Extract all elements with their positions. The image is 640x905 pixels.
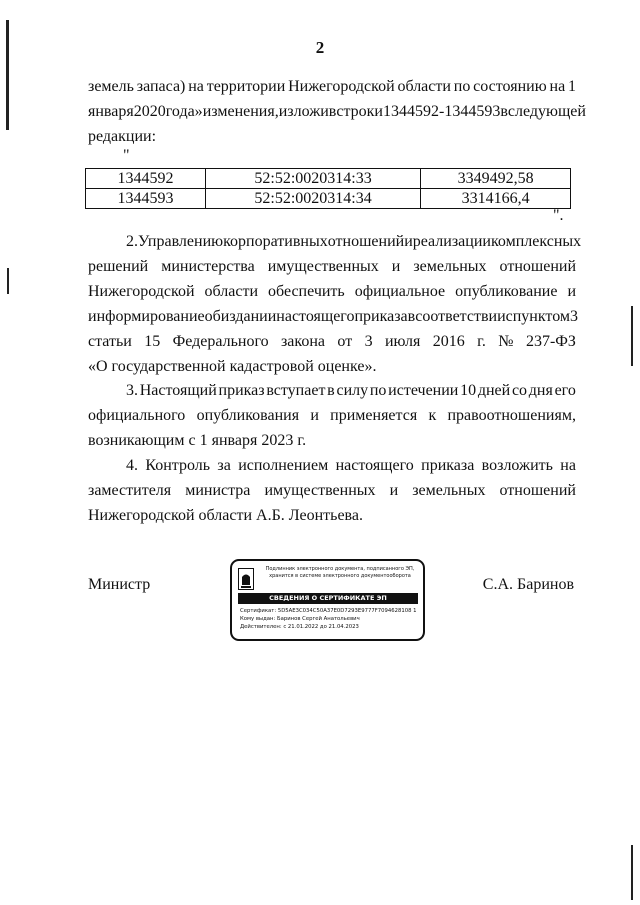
stamp-header-line-1: Подлинник электронного документа, подписанного ЭП, <box>265 566 415 572</box>
paragraph-3 <box>88 378 576 453</box>
p4-line-1 <box>88 453 576 478</box>
word: за <box>217 457 231 474</box>
word: заместителя <box>88 482 172 499</box>
word: информирование <box>88 308 205 325</box>
word: 4. <box>126 457 138 474</box>
word: закона <box>280 333 326 350</box>
word: № <box>498 333 514 350</box>
word: статьи <box>88 333 132 350</box>
word: 2020 <box>133 103 166 120</box>
table-row <box>86 189 571 209</box>
word: в <box>407 308 416 325</box>
word: января <box>88 103 134 120</box>
word: опубликование <box>455 283 558 300</box>
word: опубликования <box>196 407 300 424</box>
word: министерства <box>161 258 255 275</box>
p3-line-2 <box>88 403 576 428</box>
p3-line-1 <box>88 378 576 403</box>
stamp-valid: Действителен: с 21.01.2022 до 21.04.2023 <box>240 624 359 630</box>
word: в <box>500 103 508 120</box>
word: со <box>511 382 528 399</box>
word: с <box>505 308 513 325</box>
word: исполнением <box>238 457 329 474</box>
table-cell-value: 3314166,4 <box>421 189 571 209</box>
word: приказа <box>421 457 475 474</box>
page-number: 2 <box>315 38 325 57</box>
word: отношений <box>499 482 576 499</box>
table-cell-number: 1344593 <box>86 189 206 209</box>
word: отношений <box>327 233 405 250</box>
word: 10 <box>460 382 477 399</box>
p2-line-4 <box>88 304 579 329</box>
p2-line-3 <box>88 279 576 304</box>
word: официальное <box>354 283 446 300</box>
word: силу <box>336 382 369 399</box>
word: приказ <box>218 382 265 399</box>
table-cell-cadastral-number: 52:52:0020314:34 <box>205 189 420 209</box>
word: на <box>188 78 204 95</box>
word: в <box>327 382 335 399</box>
word: и <box>391 258 401 275</box>
p2-line-2 <box>88 254 576 279</box>
word: дня <box>528 382 553 399</box>
word: приказа <box>354 308 408 325</box>
word: истечении <box>388 382 459 399</box>
scan-edge-mark <box>6 20 9 130</box>
quote-close: ". <box>553 207 564 224</box>
word: июля <box>384 333 421 350</box>
table-row <box>86 169 571 189</box>
word: земельных <box>412 482 486 499</box>
word: запаса) <box>136 78 186 95</box>
coat-of-arms-icon <box>238 568 254 590</box>
word: решений <box>88 258 149 275</box>
stamp-header <box>258 566 422 580</box>
word: 3 <box>570 308 579 325</box>
word: изложив <box>278 103 337 120</box>
word: отношений <box>499 258 576 275</box>
word: об <box>204 308 221 325</box>
word: 1344592-1344593 <box>382 103 501 120</box>
word: корпоративных <box>223 233 328 250</box>
intro-line-3: редакции: <box>88 128 157 145</box>
p4-line-2 <box>88 478 576 503</box>
paragraph-4 <box>88 453 576 528</box>
cadastral-table <box>85 168 571 209</box>
paragraph-2 <box>88 229 582 379</box>
word: на <box>560 457 576 474</box>
word: земель <box>88 78 134 95</box>
intro-line-1 <box>88 74 576 99</box>
word: строки <box>336 103 383 120</box>
word: 237-ФЗ <box>525 333 576 350</box>
p3-line-3: возникающим с 1 января 2023 г. <box>88 432 307 449</box>
word: к <box>428 407 437 424</box>
word: настоящего <box>335 457 414 474</box>
word: имущественных <box>264 482 376 499</box>
word: г. <box>477 333 486 350</box>
word: официального <box>88 407 186 424</box>
word: и <box>389 482 399 499</box>
word: и <box>310 407 319 424</box>
word: 2016 <box>432 333 465 350</box>
scan-edge-mark <box>631 845 633 900</box>
word: 2. <box>126 233 138 250</box>
word: по <box>453 78 471 95</box>
word: издании <box>220 308 277 325</box>
word: возложить <box>481 457 553 474</box>
word: правоотношениям, <box>447 407 576 424</box>
stamp-title: СВЕДЕНИЯ О СЕРТИФИКАТЕ ЭП <box>238 593 418 604</box>
word: вступает <box>266 382 326 399</box>
table-cell-value: 3349492,58 <box>421 169 571 189</box>
word: комплексных <box>490 233 582 250</box>
word: области <box>204 283 259 300</box>
stamp-header-line-2: хранится в системе электронного документооборота <box>269 573 411 579</box>
word: 3 <box>364 333 373 350</box>
word: следующей <box>507 103 586 120</box>
word: изменения, <box>202 103 279 120</box>
word: Нижегородской <box>88 283 195 300</box>
stamp-details <box>240 607 417 631</box>
word: территории <box>206 78 286 95</box>
word: на <box>549 78 566 95</box>
word: имущественных <box>267 258 379 275</box>
p2-line-5 <box>88 329 576 354</box>
word: года» <box>165 103 203 120</box>
word: 3. <box>126 382 138 399</box>
word: реализации <box>412 233 491 250</box>
word: применяется <box>330 407 418 424</box>
quote-open: " <box>123 147 130 164</box>
word: министра <box>185 482 251 499</box>
word: и <box>404 233 413 250</box>
word: 15 <box>144 333 161 350</box>
scan-edge-mark <box>7 268 9 294</box>
word: 1 <box>568 78 576 95</box>
word: области <box>397 78 451 95</box>
signature-position: Министр <box>88 576 151 593</box>
word: Федерального <box>172 333 269 350</box>
p2-line-1 <box>88 229 582 254</box>
stamp-issued-to: Кому выдан: Баринов Сергей Анатольевич <box>240 616 360 622</box>
word: Настоящий <box>139 382 217 399</box>
word: настоящего <box>276 308 355 325</box>
word: от <box>337 333 353 350</box>
word: земельных <box>413 258 487 275</box>
scan-edge-mark <box>631 306 633 366</box>
word: обеспечить <box>268 283 345 300</box>
word: и <box>567 283 576 300</box>
signature-name: С.А. Баринов <box>482 576 574 593</box>
word: по <box>369 382 387 399</box>
electronic-signature-stamp <box>230 559 425 641</box>
paragraph-intro <box>88 74 586 149</box>
word: его <box>554 382 576 399</box>
word: состоянию <box>473 78 547 95</box>
p4-line-3: Нижегородской области А.Б. Леонтьева. <box>88 507 363 524</box>
p2-line-6: «О государственной кадастровой оценке». <box>88 358 377 375</box>
intro-line-2 <box>88 99 586 124</box>
word: Управлению <box>138 233 224 250</box>
table-cell-cadastral-number: 52:52:0020314:33 <box>205 169 420 189</box>
word: Контроль <box>145 457 211 474</box>
word: Нижегородской <box>288 78 395 95</box>
table-cell-number: 1344592 <box>86 169 206 189</box>
word: дней <box>477 382 511 399</box>
word: соответствии <box>415 308 506 325</box>
stamp-certificate: Сертификат: 5D5AE3C034C50A37E0D7293E9777F7094628108 1 <box>240 608 417 614</box>
word: пунктом <box>512 308 571 325</box>
